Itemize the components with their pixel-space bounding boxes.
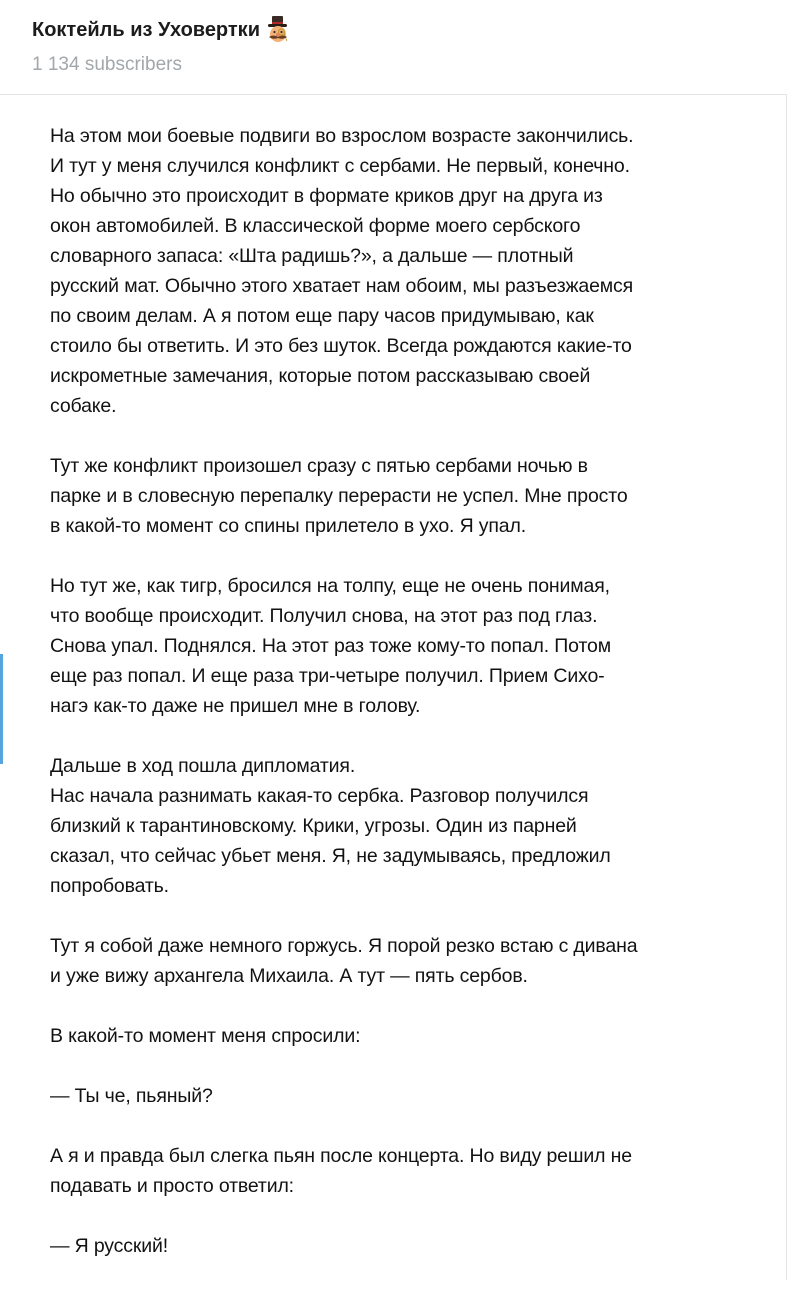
text-line: Нас начала разнимать какая-то сербка. Разговор получился bbox=[50, 785, 589, 807]
text-line: Но обычно это происходит в формате криков друг на друга из bbox=[50, 185, 603, 207]
text-line: Но тут же, как тигр, бросился на толпу, еще не очень понимая, bbox=[50, 575, 610, 597]
text-line: попробовать. bbox=[50, 875, 169, 897]
message-paragraph bbox=[50, 571, 762, 721]
text-line: сказал, что сейчас убьет меня. Я, не задумываясь, предложил bbox=[50, 845, 611, 867]
mustache-top-hat-face-emoji-icon bbox=[263, 15, 293, 43]
text-line: А я и правда был слегка пьян после концерта. Но виду решил не bbox=[50, 1145, 632, 1167]
text-line: еще раз попал. И еще раза три-четыре получил. Прием Сихо- bbox=[50, 665, 605, 687]
message-paragraph bbox=[50, 1141, 762, 1201]
text-line: парке и в словесную перепалку перерасти не успел. Мне просто bbox=[50, 485, 628, 507]
message-paragraph bbox=[50, 1231, 762, 1261]
text-line: Снова упал. Поднялся. На этот раз тоже кому-то попал. Потом bbox=[50, 635, 611, 657]
subscriber-count: 1 134 subscribers bbox=[32, 54, 182, 75]
text-line: в какой-то момент со спины прилетело в ухо. Я упал. bbox=[50, 515, 526, 537]
text-line: В какой-то момент меня спросили: bbox=[50, 1025, 361, 1047]
message-paragraph bbox=[50, 121, 762, 421]
text-line: На этом мои боевые подвиги во взрослом возрасте закончились. bbox=[50, 125, 634, 147]
text-line: по своим делам. А я потом еще пару часов придумываю, как bbox=[50, 305, 594, 327]
text-line: русский мат. Обычно этого хватает нам обоим, мы разъезжаемся bbox=[50, 275, 634, 297]
channel-title-text: Коктейль из Уховертки bbox=[32, 18, 260, 41]
text-line: словарного запаса: «Шта радишь?», а дальше — плотный bbox=[50, 245, 574, 267]
text-line: и уже вижу архангела Михаила. А тут — пять сербов. bbox=[50, 965, 528, 987]
channel-header[interactable] bbox=[0, 0, 787, 95]
message-paragraph bbox=[50, 451, 762, 541]
message-paragraph bbox=[50, 751, 762, 901]
text-line: — Я русский! bbox=[50, 1235, 169, 1257]
message-paragraph bbox=[50, 931, 762, 991]
text-line: нагэ как-то даже не пришел мне в голову. bbox=[50, 695, 421, 717]
text-line: окон автомобилей. В классической форме моего сербского bbox=[50, 215, 581, 237]
text-line: — Ты че, пьяный? bbox=[50, 1085, 213, 1107]
message-paragraph bbox=[50, 1081, 762, 1111]
text-line: стоило бы ответить. И это без шуток. Всегда рождаются какие-то bbox=[50, 335, 632, 357]
text-line: И тут у меня случился конфликт с сербами. Не первый, конечно. bbox=[50, 155, 630, 177]
text-line: Тут я собой даже немного горжусь. Я порой резко встаю с дивана bbox=[50, 935, 638, 957]
text-line: собаке. bbox=[50, 395, 117, 417]
message-paragraph bbox=[50, 1021, 762, 1051]
channel-title[interactable] bbox=[32, 17, 293, 43]
message-body bbox=[50, 121, 762, 1291]
text-line: подавать и просто ответил: bbox=[50, 1175, 294, 1197]
text-line: что вообще происходит. Получил снова, на этот раз под глаз. bbox=[50, 605, 598, 627]
scroll-indicator[interactable] bbox=[0, 654, 3, 764]
text-line: Тут же конфликт произошел сразу с пятью сербами ночью в bbox=[50, 455, 588, 477]
text-line: близкий к тарантиновскому. Крики, угрозы. Один из парней bbox=[50, 815, 577, 837]
text-line: Дальше в ход пошла дипломатия. bbox=[50, 755, 356, 777]
text-line: искрометные замечания, которые потом рассказываю своей bbox=[50, 365, 591, 387]
